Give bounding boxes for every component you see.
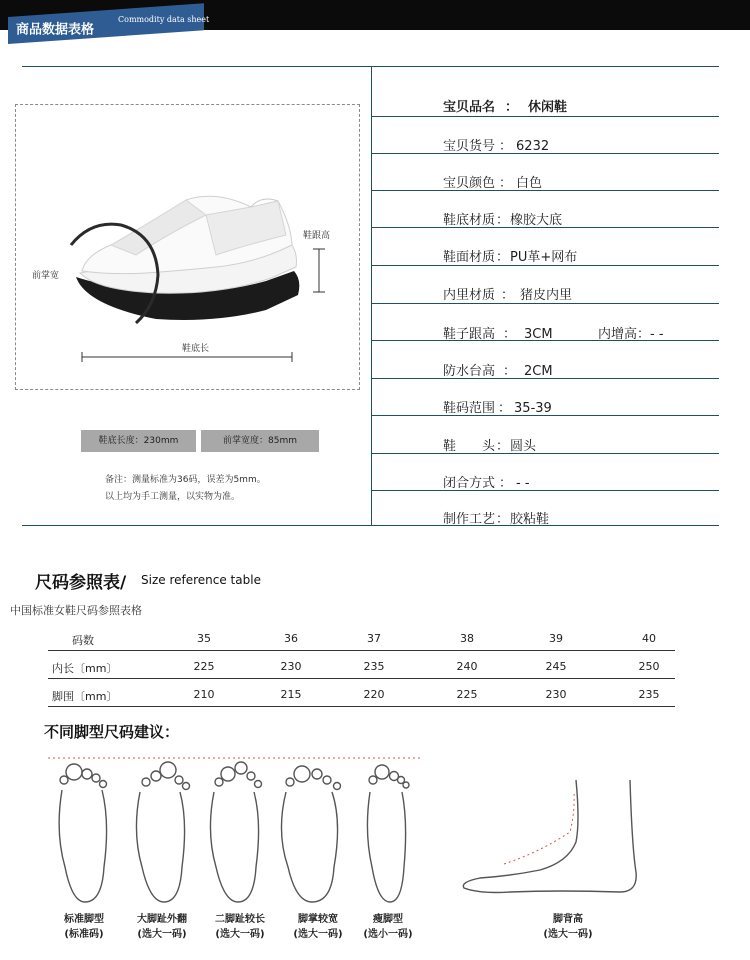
table-bottom-rule xyxy=(22,525,719,526)
attr-row: 宝贝货号 ： 6232 xyxy=(443,139,550,154)
size-cell: 235 xyxy=(363,660,385,673)
forefoot-label: 前掌宽 xyxy=(32,271,60,281)
row-rule xyxy=(371,453,719,454)
attr-row: 鞋子跟高 ： 3CM xyxy=(443,327,553,342)
size-cell: 230 xyxy=(280,660,302,673)
foot-type-slim: 瘦脚型 (选小一码) xyxy=(363,914,413,940)
attr-row: 制作工艺：胶粘鞋 xyxy=(443,512,550,527)
size-cell: 39 xyxy=(549,632,563,645)
size-cell: 220 xyxy=(363,688,385,701)
table-rule xyxy=(48,706,675,707)
size-cell: 230 xyxy=(545,688,567,701)
foot-type-long-second-toe: 二脚趾较长 (选大一码) xyxy=(215,914,265,940)
attr-row: 鞋 头：圆头 xyxy=(443,439,537,454)
sole-length-box: 鞋底长度：230mm xyxy=(81,430,196,452)
table-rule xyxy=(48,650,675,651)
size-cell: 215 xyxy=(280,688,302,701)
attr-row: 宝贝品名 ： 休闲鞋 xyxy=(443,100,568,115)
size-cell: 40 xyxy=(642,632,656,645)
section-tag-subtitle: Commodity data sheet xyxy=(118,15,210,25)
size-cell: 210 xyxy=(193,688,215,701)
row-rule xyxy=(371,116,719,117)
foot-type-bunion: 大脚趾外翻 (选大一码) xyxy=(137,914,187,940)
size-cell: 250 xyxy=(638,660,660,673)
size-cell: 37 xyxy=(367,632,381,645)
row-rule xyxy=(371,490,719,491)
table-divider xyxy=(371,66,372,525)
size-section-title-en: Size reference table xyxy=(141,573,261,587)
forefoot-width-box: 前掌宽度：85mm xyxy=(201,430,319,452)
note-line-2: 以上均为手工测量，以实物为准。 xyxy=(105,492,241,502)
size-section-subtitle: 中国标准女鞋尺码参照表格 xyxy=(10,604,142,617)
size-row-head: 脚围〔mm〕 xyxy=(52,690,118,703)
attr-row: 内里材质 ： 猪皮内里 xyxy=(443,288,573,303)
attr-row: 鞋面材质：PU革+网布 xyxy=(443,250,578,265)
size-row-head: 码数 xyxy=(72,634,94,647)
size-row-head: 内长〔mm〕 xyxy=(52,662,118,675)
row-rule xyxy=(371,303,719,304)
inner-height-field: 内增高：- - xyxy=(598,327,664,342)
foot-type-high-instep: 脚背高 (选大一码) xyxy=(543,914,593,940)
advice-title: 不同脚型尺码建议： xyxy=(44,723,180,741)
foot-type-standard: 标准脚型 (标准码) xyxy=(64,914,104,940)
sole-length-label: 鞋底长 xyxy=(182,344,210,354)
size-cell: 245 xyxy=(545,660,567,673)
size-cell: 36 xyxy=(284,632,298,645)
attr-row: 鞋底材质：橡胶大底 xyxy=(443,213,563,228)
size-cell: 38 xyxy=(460,632,474,645)
row-rule xyxy=(371,190,719,191)
foot-illustrations xyxy=(40,752,680,910)
heel-height-label: 鞋跟高 xyxy=(303,231,331,241)
size-cell: 240 xyxy=(456,660,478,673)
foot-type-wide: 脚掌较宽 (选大一码) xyxy=(293,914,343,940)
size-cell: 35 xyxy=(197,632,211,645)
size-section-title: 尺码参照表/ xyxy=(35,573,127,593)
size-cell: 225 xyxy=(456,688,478,701)
row-rule xyxy=(371,265,719,266)
table-rule xyxy=(48,678,675,679)
attr-row: 闭合方式 ： - - xyxy=(443,476,530,491)
size-cell: 225 xyxy=(193,660,215,673)
attr-row: 宝贝颜色 ： 白色 xyxy=(443,176,543,191)
attr-row: 鞋码范围 ： 35-39 xyxy=(443,401,552,416)
attr-row: 防水台高 ： 2CM xyxy=(443,364,553,379)
size-cell: 235 xyxy=(638,688,660,701)
note-line-1: 备注：测量标准为36码，误差为5mm。 xyxy=(105,475,266,485)
section-tag-title: 商品数据表格 xyxy=(16,22,95,38)
